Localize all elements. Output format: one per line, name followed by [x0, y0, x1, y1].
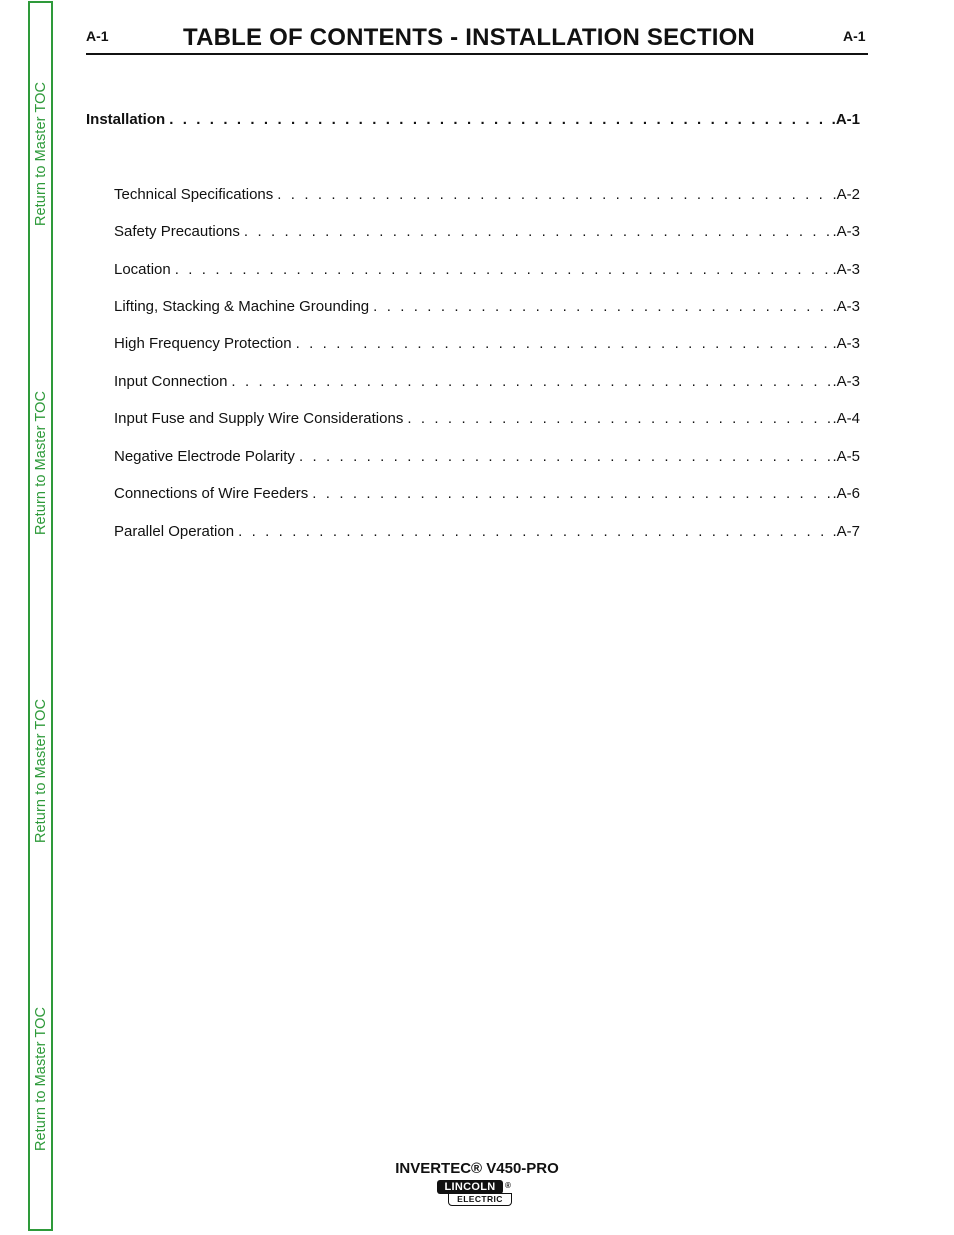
toc-entry-page: .A-4: [832, 410, 860, 427]
toc-entry-high-frequency-protection[interactable]: [114, 335, 860, 352]
toc-entry-label: Location: [114, 261, 171, 278]
toc-entry-page: .A-3: [832, 335, 860, 352]
toc-entry-page: .A-3: [832, 223, 860, 240]
return-to-master-toc-link[interactable]: Return to Master TOC: [33, 1006, 49, 1152]
toc-entry-page: .A-2: [832, 186, 860, 203]
toc-entry-page: .A-7: [832, 523, 860, 540]
dot-leader: [296, 335, 831, 352]
toc-entry-input-fuse-supply-wire[interactable]: [114, 410, 860, 427]
toc-entry-label: High Frequency Protection: [114, 335, 292, 352]
toc-entry-page: .A-6: [832, 485, 860, 502]
dot-leader: [277, 186, 830, 203]
dot-leader: [231, 373, 830, 390]
toc-entry-page: .A-3: [832, 261, 860, 278]
return-to-master-toc-link[interactable]: Return to Master TOC: [33, 698, 49, 844]
toc-entry-label: Installation: [86, 111, 166, 128]
return-to-master-toc-link[interactable]: Return to Master TOC: [33, 390, 49, 536]
toc-entry-label: Negative Electrode Polarity: [114, 448, 295, 465]
toc-entry-label: Safety Precautions: [114, 223, 240, 240]
toc-entry-technical-specifications[interactable]: [114, 186, 860, 203]
dot-leader: [312, 485, 830, 502]
toc-entry-page: .A-3: [832, 373, 860, 390]
dot-leader: [244, 223, 831, 240]
dot-leader: [238, 523, 830, 540]
toc-entry-label: Connections of Wire Feeders: [114, 485, 309, 502]
toc-entry-page: .A-5: [832, 448, 860, 465]
toc-entry-installation[interactable]: [86, 111, 860, 128]
page-code-left: A-1: [86, 28, 109, 44]
dot-leader: [373, 298, 830, 315]
footer-model-name: INVERTEC® V450-PRO: [395, 1160, 559, 1177]
toc-entry-page: .A-1: [831, 111, 860, 128]
toc-entry-safety-precautions[interactable]: [114, 223, 860, 240]
toc-entry-label: Technical Specifications: [114, 186, 274, 203]
dot-leader: [169, 111, 829, 128]
logo-bottom-text: ELECTRIC: [448, 1193, 512, 1206]
toc-entry-lifting-stacking-grounding[interactable]: [114, 298, 860, 315]
toc-entry-negative-electrode-polarity[interactable]: [114, 448, 860, 465]
title-rule: [86, 53, 868, 55]
toc-entry-parallel-operation[interactable]: [114, 523, 860, 540]
toc-entry-location[interactable]: [114, 261, 860, 278]
return-to-master-toc-link[interactable]: Return to Master TOC: [33, 81, 49, 227]
page-code-right: A-1: [843, 28, 866, 44]
toc-entry-label: Lifting, Stacking & Machine Grounding: [114, 298, 370, 315]
toc-entry-label: Input Fuse and Supply Wire Considerations: [114, 410, 404, 427]
logo-top-text: LINCOLN: [437, 1180, 503, 1194]
page-title: TABLE OF CONTENTS - INSTALLATION SECTION: [183, 24, 755, 51]
toc-entry-label: Parallel Operation: [114, 523, 235, 540]
toc-entry-input-connection[interactable]: [114, 373, 860, 390]
toc-entry-connections-wire-feeders[interactable]: [114, 485, 860, 502]
toc-entry-page: .A-3: [832, 298, 860, 315]
dot-leader: [407, 410, 830, 427]
dot-leader: [299, 448, 831, 465]
lincoln-electric-logo: [437, 1180, 517, 1208]
dot-leader: [175, 261, 831, 278]
toc-entry-label: Input Connection: [114, 373, 228, 390]
logo-registered-mark: ®: [505, 1181, 511, 1190]
